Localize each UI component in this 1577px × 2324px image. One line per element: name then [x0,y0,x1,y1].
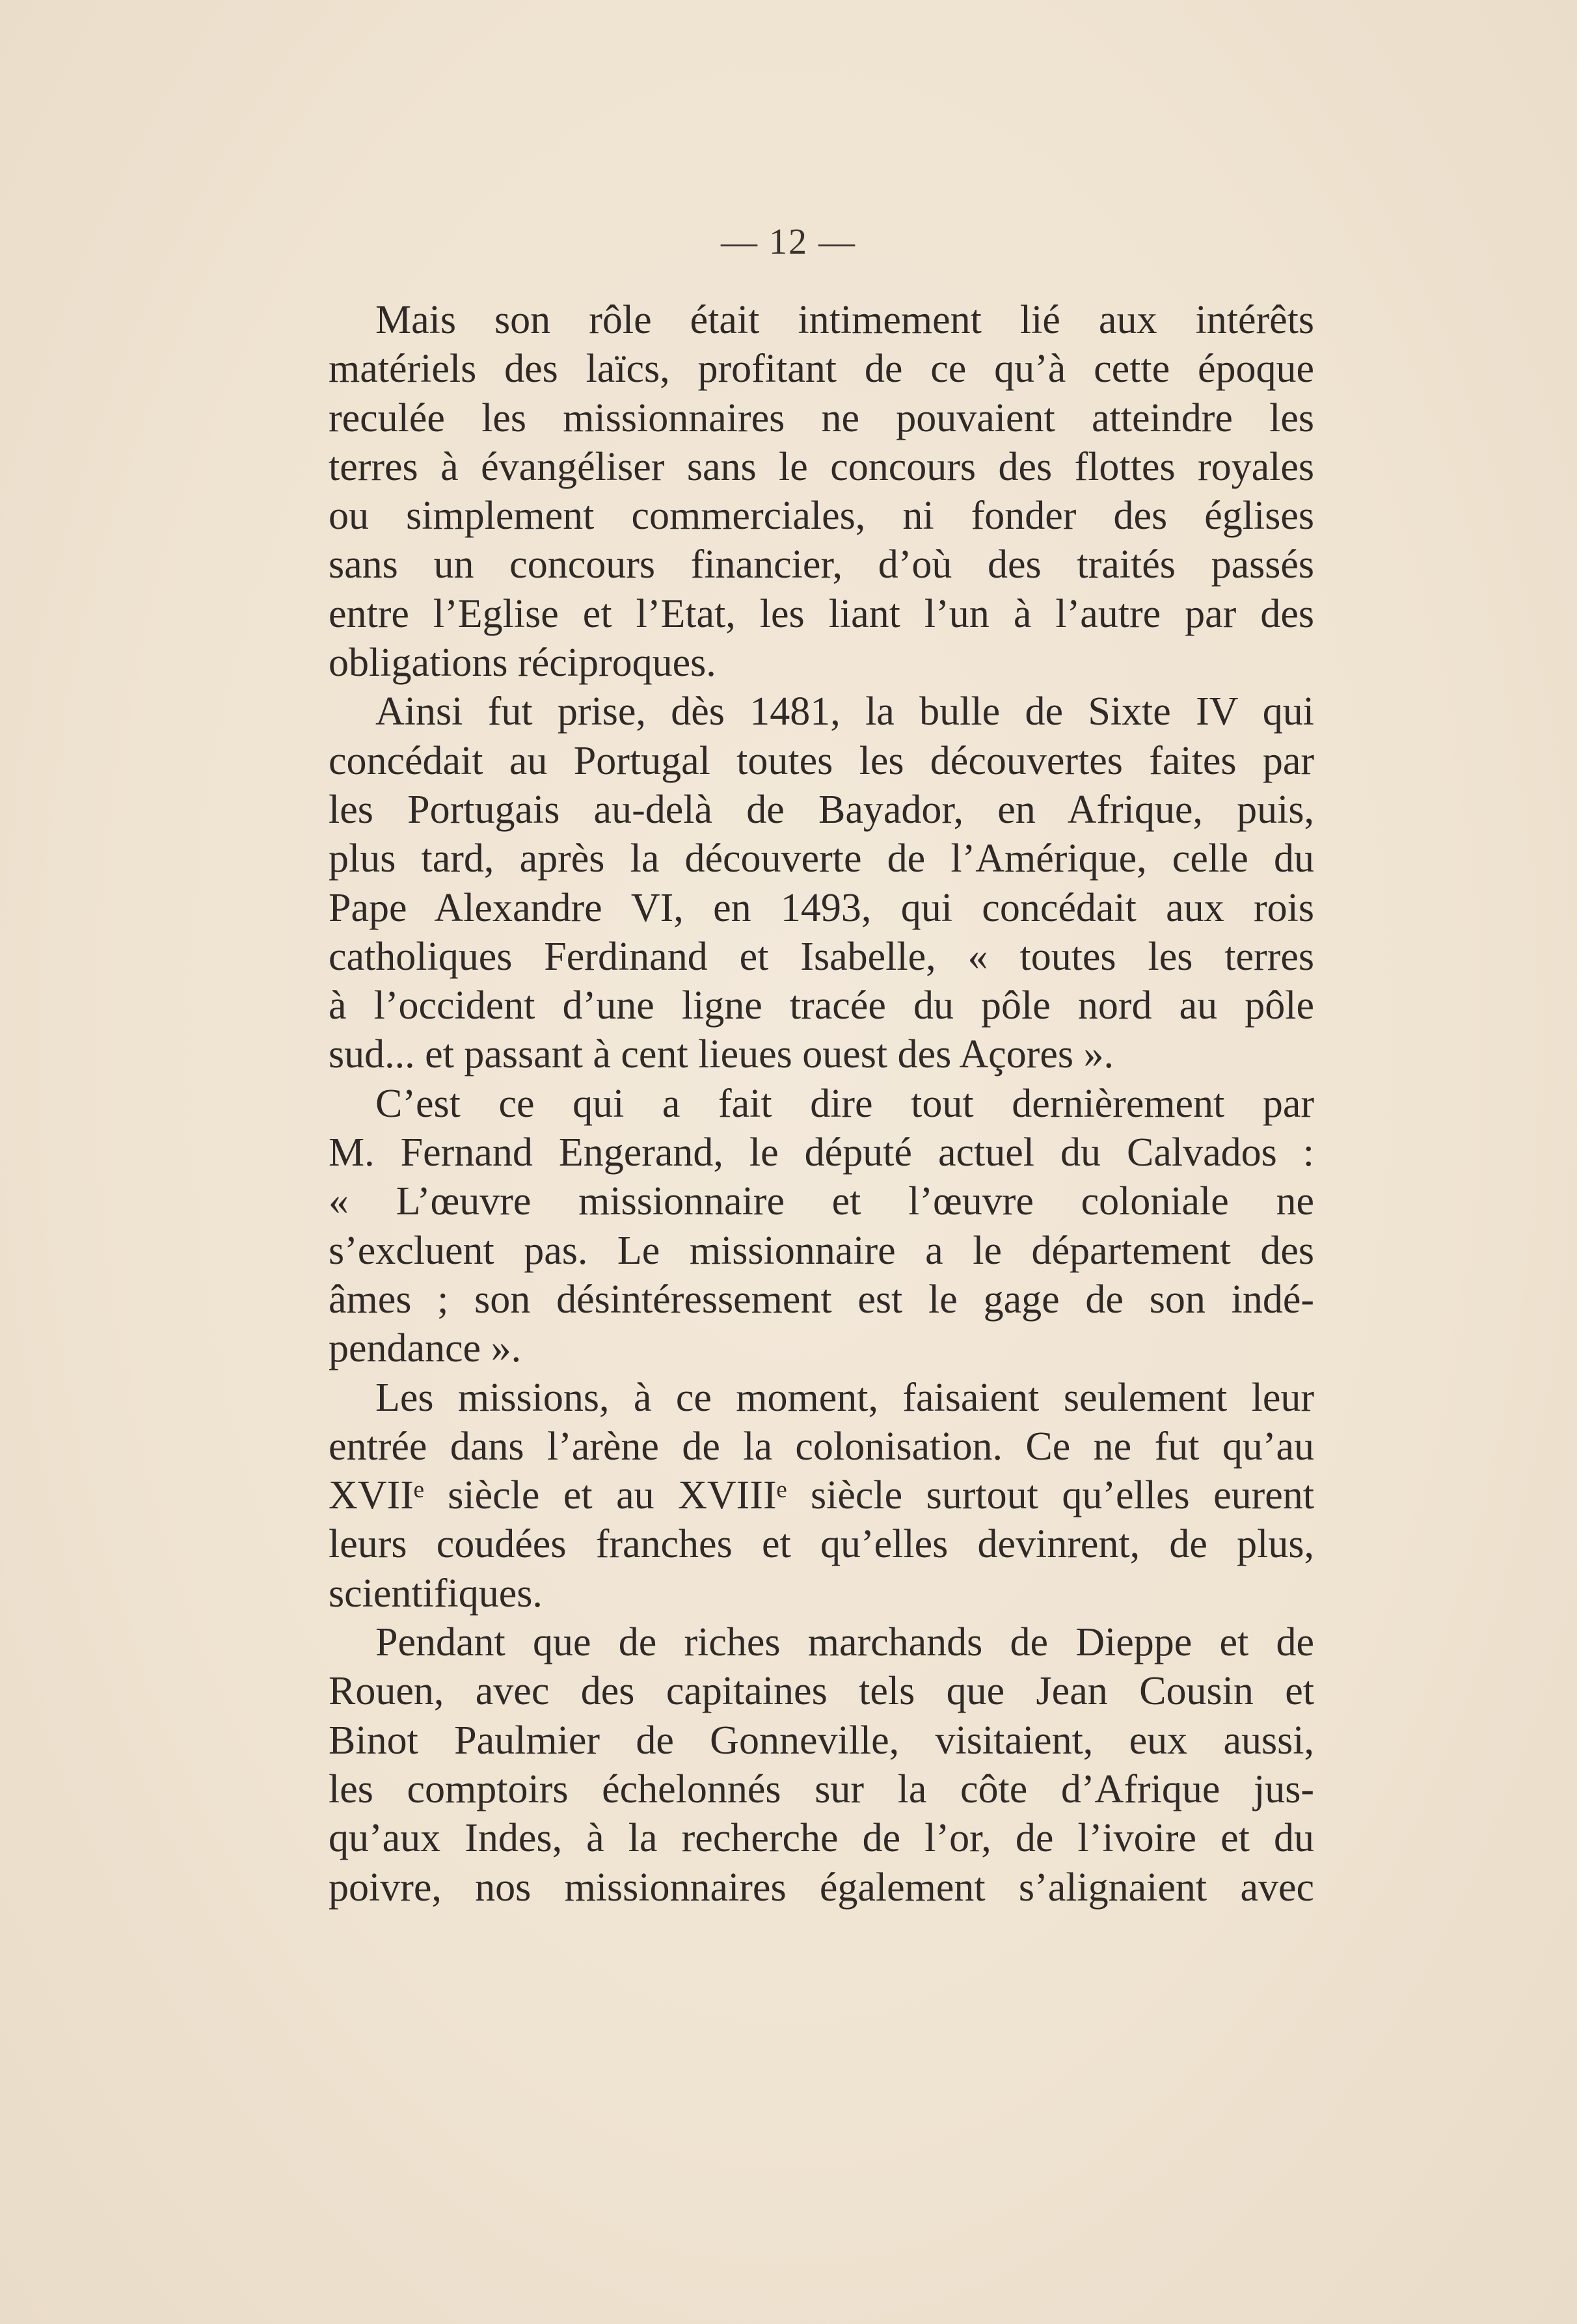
text-line: scientifiques. [329,1571,543,1616]
paragraph-4 [329,1374,1314,1618]
text-line: plus tard, après la découverte de l’Amérique, celle du [329,836,1314,881]
text-line: à l’occident d’une ligne tracée du pôle nord au pôle [329,983,1314,1028]
text-line: C’est ce qui a fait dire tout dernièrement par [375,1081,1314,1126]
paragraph-2 [329,688,1314,1079]
text-line: Les missions, à ce moment, faisaient seulement leur [375,1375,1314,1420]
text-line: les comptoirs échelonnés sur la côte d’Afrique jus- [329,1767,1314,1811]
text-line: sans un concours financier, d’où des traités passés [329,542,1314,587]
text-line: obligations réciproques. [329,641,716,686]
paragraph-5 [329,1618,1314,1912]
paragraph-1 [329,296,1314,688]
text-line: Binot Paulmier de Gonneville, visitaient, eux aussi, [329,1718,1314,1763]
page-number: — 12 — [721,222,856,262]
text-line: s’excluent pas. Le missionnaire a le département des [329,1228,1314,1273]
text-line: leurs coudées franches et qu’elles devinrent, de plus, [329,1522,1314,1567]
text-line: poivre, nos missionnaires également s’alignaient avec [329,1865,1314,1910]
text-line: Rouen, avec des capitaines tels que Jean Cousin et [329,1669,1314,1714]
text-line: âmes ; son désintéressement est le gage de son indé- [329,1277,1314,1322]
text-line: entre l’Eglise et l’Etat, les liant l’un à l’autre par des [329,591,1314,636]
text-line: qu’aux Indes, à la recherche de l’or, de l’ivoire et du [329,1816,1314,1861]
text-line: Ainsi fut prise, dès 1481, la bulle de Sixte IV qui [375,689,1314,734]
text-line: les Portugais au-delà de Bayador, en Afrique, puis, [329,787,1314,832]
text-line: Pape Alexandre VI, en 1493, qui concédait aux rois [329,885,1314,930]
text-line: reculée les missionnaires ne pouvaient atteindre les [329,395,1314,440]
text-line: Pendant que de riches marchands de Dieppe et de [375,1620,1314,1665]
text-line: ou simplement commerciales, ni fonder des églises [329,494,1314,539]
text-line: sud... et passant à cent lieues ouest des Açores ». [329,1032,1114,1077]
paragraph-3 [329,1080,1314,1374]
text-line: Mais son rôle était intimement lié aux intérêts [375,298,1314,342]
text-line: concédait au Portugal toutes les découvertes faites par [329,738,1314,783]
text-line: entrée dans l’arène de la colonisation. Ce ne fut qu’au [329,1424,1314,1469]
text-line: pendance ». [329,1326,522,1371]
text-line: terres à évangéliser sans le concours des flottes royales [329,444,1314,489]
text-line: M. Fernand Engerand, le député actuel du Calvados : [329,1130,1314,1175]
text-line: « L’œuvre missionnaire et l’œuvre coloniale ne [329,1179,1314,1224]
text-line: matériels des laïcs, profitant de ce qu’à cette époque [329,347,1314,392]
body-text [329,296,1314,1912]
text-line: catholiques Ferdinand et Isabelle, « toutes les terres [329,934,1314,979]
text-line: XVIIᵉ siècle et au XVIIIᵉ siècle surtout qu’elles eurent [329,1473,1314,1518]
